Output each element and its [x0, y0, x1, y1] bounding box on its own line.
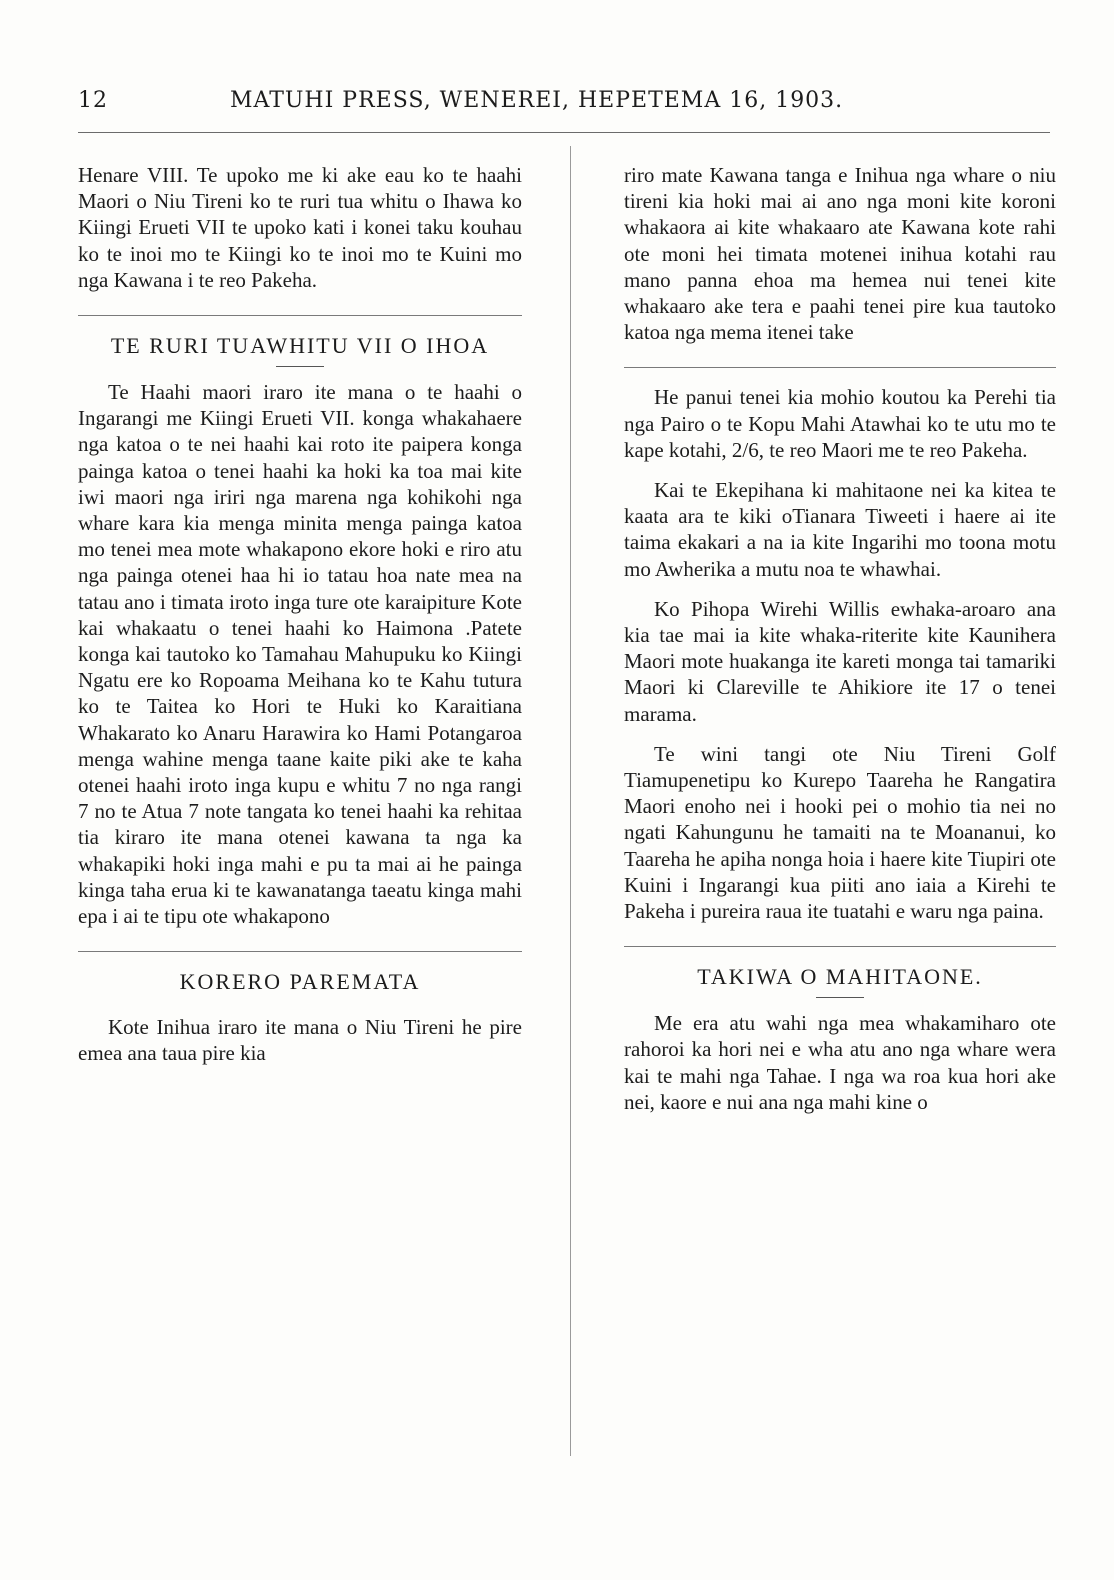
page-header — [78, 86, 1038, 126]
section-title-te-ruri: TE RURI TUAWHITU VII O IHOA — [110, 333, 490, 359]
column-divider — [570, 146, 571, 1456]
continuation-paragraph: riro mate Kawana tanga e Inihua nga whare o niu tireni kia hoki mai ai ano nga moni kite koroni whakaora ai kite whakaaro ate Kawana kote rahi ote moni hei timata motenei inihua kotahi rau mano panna ehoa ma hemea nui tenei kite whakaaro ake tera e paahi tenei pire kua tautoko katoa nga mema itenei take — [624, 163, 1056, 345]
right-column — [624, 162, 1056, 1115]
te-ruri-body: Te Haahi maori iraro ite mana o te haahi o Ingarangi me Kiingi Erueti VII. konga whakahaere nga katoa o te nei haahi kai roto ite paipera konga painga katoa o tenei haahi ka hoki ka toa mai kite iwi maori nga iriri nga marena nga kohikohi nga whare kara kia menga minita menga painga katoa mo tenei mea mote whakapono ekore hoki e riro atu nga painga otenei haa hi io tatau hoa nate mea na tatau ano i timata iroto inga ture ote karaipiture Kote kai whakaatu o tenei haahi ko Haimona .Patete konga kai tautoko ko Tamahau Mahupuku ko Kiingi Ngatu ere ko Ropoama Meihana ko te Kahu tutura ko te Taitea ko Hori te Huki ko Karaitiana Whakarato ko Anaru Harawira ko Hami Potangaroa menga wahine menga taane kaite piki ake te kaha otenei haahi iroto inga kupu e whitu 7 no nga rangi 7 no te Atua 7 note tangata ko tenei haahi ka rehitaa tia kiraro ite mana otenei kawana ta nga ka whakapiki hoki inga mahi e pu ta mai ai he painga kinga taha erua ki te kawanatanga taeatu kinga mahi epa i ai te tipu ote whakapono — [78, 380, 522, 929]
title-underline — [276, 366, 324, 367]
section-rule — [78, 951, 522, 952]
korero-paremata-body: Kote Inihua iraro ite mana o Niu Tireni he pire emea ana taua pire kia — [78, 1015, 522, 1066]
left-column — [78, 162, 522, 1067]
section-title-takiwa: TAKIWA O MAHITAONE. — [697, 964, 983, 990]
takiwa-body: Me era atu wahi nga mea whakamiharo ote rahoroi ka hori nei e wha atu ano nga whare wera kai te mahi nga Tahae. I nga wa roa kua hori ake nei, kaore e nui ana nga mahi kine o — [624, 1011, 1056, 1114]
section-rule — [624, 367, 1056, 368]
page-number: 12 — [78, 88, 108, 113]
notice-paragraph: He panui tenei kia mohio koutou ka Perehi tia nga Pairo o te Kopu Mahi Atawhai ko te utu mo te kape kotahi, 2/6, te reo Maori me te reo Pakeha. — [624, 385, 1056, 462]
section-rule — [624, 946, 1056, 947]
running-title: MATUHI PRESS, WENEREI, HEPETEMA 16, 1903. — [230, 88, 844, 113]
intro-paragraph: Henare VIII. Te upoko me ki ake eau ko te haahi Maori o Niu Tireni ko te ruri tua whitu o Ihawa ko Kiingi Erueti VII te upoko kati i konei taku kouhau ko te inoi mo te Kiingi ko te inoi mo te Kuini mo nga Kawana i te reo Pakeha. — [78, 163, 522, 292]
section-title-korero-paremata: KORERO PAREMATA — [179, 969, 421, 995]
notice-paragraph: Te wini tangi ote Niu Tireni Golf Tiamupenetipu ko Kurepo Taareha he Rangatira Maori enoho nei i hooki pei o mohio tia nei no ngati Kahungunu he tamaiti na te Moananui, ko Taareha he apiha nonga hoia i haere kite Tiupiri ote Kuini i Ingarangi kua piiti ano iaia a Kirehi te Pakeha i pureira raua ite tuatahi e waru nga paina. — [624, 741, 1056, 924]
notice-paragraph: Kai te Ekepihana ki mahitaone nei ka kitea te kaata ara te kiki oTianara Tiweeti i haere ai ite taima ekakari a na ia kite Ingarihi mo toona motu mo Awherika a mutu noa te whawhai. — [624, 478, 1056, 581]
section-rule — [78, 315, 522, 316]
notice-paragraph: Ko Pihopa Wirehi Willis ewhaka-aroaro ana kia tae mai ia kite whaka-riterite kite Kaunihera Maori mote huakanga ite kareti monga tai tamariki Maori ki Clareville te Ahikiore ite 17 o tenei marama. — [624, 596, 1056, 726]
title-underline — [816, 997, 864, 998]
header-rule — [78, 132, 1050, 133]
